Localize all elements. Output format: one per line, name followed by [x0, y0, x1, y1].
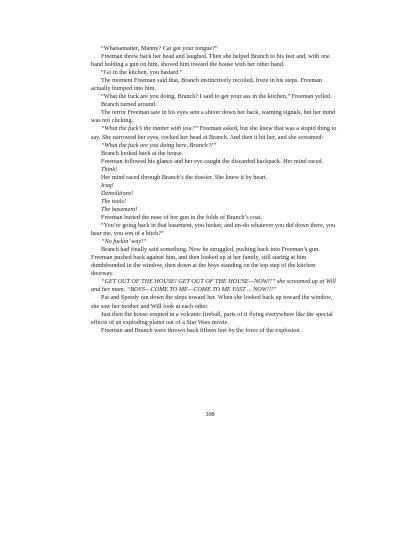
paragraph: Freeman buried the nose of her gun in the folds of Branch’s coat.: [101, 213, 263, 221]
paragraph: Pat and Speedy ran down the steps toward her. When she looked back up toward the window, she saw her mother and Will look at each other.: [91, 294, 333, 310]
paragraph: Freeman followed his glance and her eye caught the discarded backpack. Her mind raced.: [101, 157, 324, 165]
paragraph: The tools!: [101, 197, 126, 205]
paragraph: Just then the house erupted in a volcanic fireball, parts of it flying everywhere like the special effects of an exploding planet out of a Star Wars movie.: [91, 310, 333, 326]
paragraph: Freeman threw back her head and laughed. Then she helped Branch to his feet and, with one hand holding a gun on him, shoved him toward the house with her other hand.: [91, 53, 330, 69]
paragraph: Iraq!: [101, 181, 114, 189]
paragraph: Branch had finally said something. Now he struggled, pushing back into Freeman’s gun. Freeman pushed back against him, and then looked up at her family, still staring at him dumbfounded in the window, then down at the boys standing on the top step of the kitchen doorway.: [91, 246, 320, 278]
italic-quote: “What the fuck’s the matter with you?”: [101, 125, 199, 133]
paragraph: “Whatsamatter, Manny? Cat got your tongue?”: [101, 45, 218, 52]
paragraph: Freeman and Branch were thrown back fifteen feet by the force of the explosion.: [101, 326, 301, 334]
paragraph: The moment Freeman said that, Branch instinctively recoiled, froze in his steps. Freeman actually bumped into him.: [91, 77, 323, 93]
paragraph: “What the fuck are you doing, Branch? I said to get your ass in the kitchen,” Freeman yelled.: [101, 93, 332, 101]
paragraph: “No fuckin’ way!”: [101, 238, 147, 246]
paragraph: “What the fuck are you doing here, Branch?!”: [101, 141, 217, 149]
paragraph: The basement!: [101, 205, 138, 213]
paragraph: Branch turned around.: [101, 101, 157, 109]
paragraph: “GET OUT OF THE HOUSE! GET OUT OF THE HOUSE—NOW!!” she screamed up at Will and her mom. “BOYS—COME TO ME—COME TO ME FAST ... NOW!!!”: [91, 278, 336, 294]
paragraph: “You’re going back in that basement, you fucker, and un-do whatever you did down there, you hear me, you son of a bitch?”: [91, 222, 336, 238]
paragraph: “What the fuck’s the matter with you?” Freeman asked, but she knew that was a stupid thing to say. She narrowed her eyes, cocked her head at Branch. And then it hit her, and she screamed:: [91, 125, 337, 141]
page-number: 308: [205, 411, 215, 418]
page-body: [91, 45, 337, 335]
paragraph: Think!: [101, 165, 118, 173]
paragraph: Demolitions!: [101, 189, 134, 197]
paragraph: The terror Freeman saw in his eyes sent a shiver down her back, warning signals, but her mind was not clicking.: [91, 109, 336, 125]
paragraph: “Go in the kitchen, you bastard.”: [101, 69, 183, 77]
paragraph: Her mind raced through Branch’s the dossier. She knew it by heart.: [101, 173, 268, 181]
paragraph: Branch looked back at the house.: [101, 149, 184, 157]
